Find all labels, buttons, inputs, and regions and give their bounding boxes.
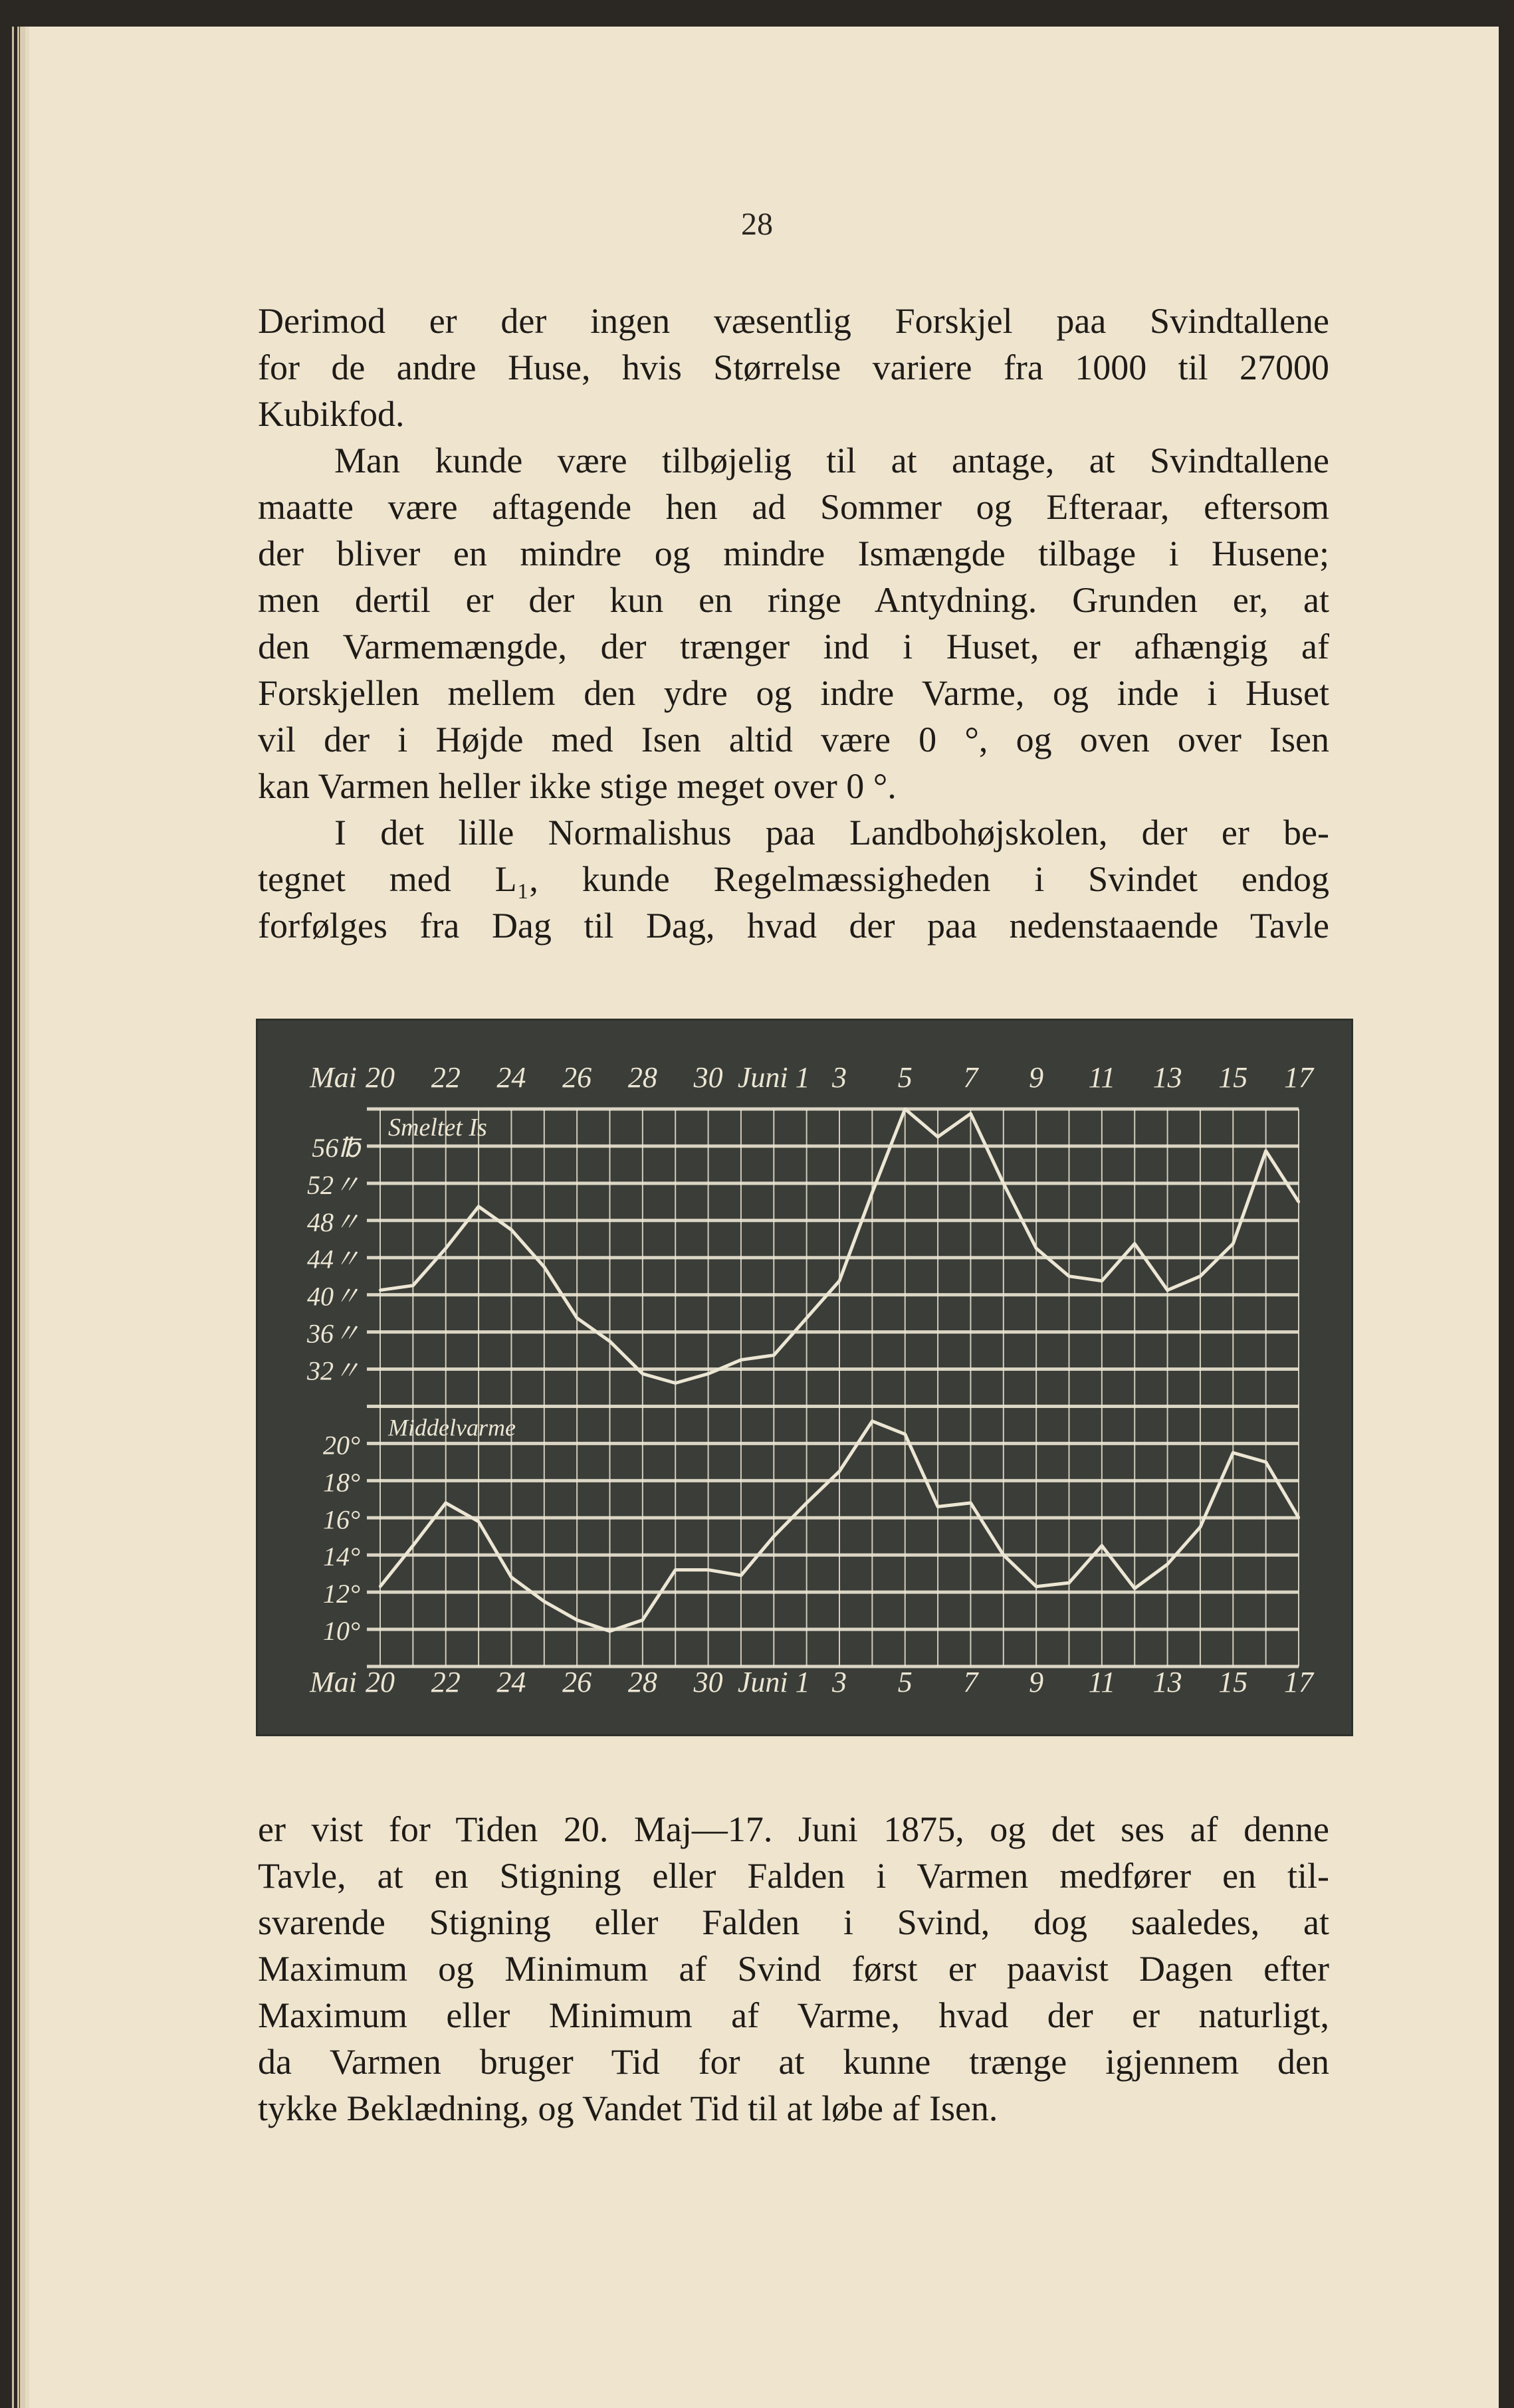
text-line: [258, 484, 1329, 530]
x-tick-label-bottom: 15: [1218, 1666, 1248, 1698]
text-line-content: der bliver en mindre og mindre Ismængde tilbage i Husene;: [258, 534, 1329, 573]
data-point-smeltet-is: [806, 1317, 808, 1320]
data-point-middelvarme: [904, 1433, 907, 1435]
y-tick-label-lower: 14°: [323, 1542, 360, 1572]
x-tick-label-bottom: 5: [897, 1666, 913, 1698]
data-point-middelvarme: [871, 1420, 873, 1423]
data-point-middelvarme: [838, 1470, 841, 1472]
data-point-smeltet-is: [707, 1373, 710, 1375]
data-point-middelvarme: [379, 1585, 381, 1588]
text-line-content: maatte være aftagende hen ad Sommer og Efteraar, eftersom: [258, 487, 1329, 527]
chart-panel: [258, 1021, 1351, 1734]
text-line-content: er vist for Tiden 20. Maj—17. Juni 1875, og det ses af denne: [258, 1809, 1329, 1849]
x-tick-label-bottom: 7: [963, 1666, 978, 1698]
data-point-smeltet-is: [1297, 1201, 1300, 1203]
data-point-smeltet-is: [936, 1136, 939, 1138]
data-point-smeltet-is: [740, 1359, 742, 1361]
text-line: [258, 391, 1329, 437]
data-point-middelvarme: [576, 1619, 578, 1621]
text-line-content: Man kunde være tilbøjelig til at antage, at Svindtallene: [334, 441, 1329, 480]
x-tick-label-top: 24: [496, 1061, 526, 1094]
text-line-content: Maximum og Minimum af Svind først er paavist Dagen efter: [258, 1949, 1329, 1989]
x-tick-label-bottom: 20: [366, 1666, 395, 1698]
text-line-content: tykke Beklædning, og Vandet Tid til at løbe af Isen.: [258, 2088, 998, 2128]
text-line-content: den Varmemængde, der trænger ind i Huset, er afhængig af: [258, 627, 1329, 666]
data-point-smeltet-is: [969, 1112, 972, 1115]
data-point-smeltet-is: [543, 1266, 546, 1268]
month-label-mai: Mai: [310, 1061, 357, 1094]
text-line-content: da Varmen bruger Tid for at kunne trænge igjennem den: [258, 2042, 1329, 2082]
x-tick-label-top: 20: [366, 1061, 395, 1094]
data-point-smeltet-is: [411, 1284, 414, 1287]
text-line-content: tegnet med L₁, kunde Regelmæssigheden i Svindet endog: [258, 859, 1329, 899]
data-point-smeltet-is: [609, 1340, 611, 1343]
data-point-middelvarme: [772, 1535, 775, 1538]
data-point-middelvarme: [1232, 1451, 1234, 1454]
data-point-middelvarme: [1133, 1587, 1136, 1590]
x-tick-label-top: 5: [897, 1061, 913, 1094]
paragraph-top: [258, 298, 1329, 949]
x-tick-label-bottom: 26: [562, 1666, 592, 1698]
data-point-middelvarme: [1101, 1544, 1103, 1547]
data-point-smeltet-is: [871, 1191, 873, 1194]
text-line-content: vil der i Højde med Isen altid være 0 °, og oven over Isen: [258, 720, 1329, 759]
data-point-smeltet-is: [510, 1229, 512, 1231]
data-point-middelvarme: [707, 1569, 710, 1571]
y-tick-label-upper: 48〃: [307, 1207, 360, 1237]
text-line-content: svarende Stigning eller Falden i Svind, dog saaledes, at: [258, 1902, 1329, 1942]
data-point-smeltet-is: [477, 1205, 480, 1208]
data-point-smeltet-is: [674, 1382, 677, 1385]
text-line: [258, 344, 1329, 391]
text-line: [258, 1992, 1329, 2039]
x-tick-label-top: 13: [1152, 1061, 1182, 1094]
y-tick-label-upper: 52〃: [307, 1169, 360, 1200]
text-line: [258, 670, 1329, 716]
x-tick-label-bottom: 22: [431, 1666, 461, 1698]
x-tick-label-top: 3: [832, 1061, 847, 1094]
text-line-content: Derimod er der ingen væsentlig Forskjel paa Svindtallene: [258, 301, 1329, 341]
text-line-content: I det lille Normalishus paa Landbohøjskolen, der er be-: [334, 813, 1329, 853]
text-line-content: forfølges fra Dag til Dag, hvad der paa nedenstaaende Tavle: [258, 906, 1329, 946]
month-label-mai: Mai: [310, 1666, 357, 1698]
text-line: [258, 1806, 1329, 1853]
text-line: [258, 716, 1329, 763]
data-point-middelvarme: [510, 1576, 512, 1579]
text-line: [258, 763, 1329, 809]
data-point-middelvarme: [1166, 1563, 1169, 1565]
text-line: [258, 1946, 1329, 1992]
chart-svg: [258, 1021, 1351, 1734]
data-point-smeltet-is: [1101, 1280, 1103, 1282]
data-point-smeltet-is: [1232, 1243, 1234, 1245]
text-line-content: kan Varmen heller ikke stige meget over 0 °.: [258, 766, 897, 806]
data-point-middelvarme: [477, 1520, 480, 1523]
x-tick-label-top: 28: [627, 1061, 657, 1094]
text-line-content: for de andre Huse, hvis Størrelse variere fra 1000 til 27000: [258, 348, 1329, 387]
x-tick-label-top: Juni 1: [737, 1061, 810, 1094]
text-line: [258, 1853, 1329, 1899]
data-point-middelvarme: [445, 1502, 447, 1504]
text-line-content: Forskjellen mellem den ydre og indre Varme, og inde i Huset: [258, 673, 1329, 713]
data-point-smeltet-is: [1199, 1275, 1202, 1278]
data-point-smeltet-is: [1002, 1182, 1005, 1185]
y-tick-label-upper: 56℔: [312, 1132, 360, 1163]
text-line: [258, 298, 1329, 344]
paragraph-bottom: [258, 1806, 1329, 2132]
page-number: 28: [741, 207, 773, 242]
data-point-smeltet-is: [1068, 1275, 1071, 1278]
text-line-content: Maximum eller Minimum af Varme, hvad der er naturligt,: [258, 1995, 1329, 2035]
x-tick-label-bottom: 11: [1088, 1666, 1116, 1698]
data-point-middelvarme: [740, 1574, 742, 1577]
y-tick-label-upper: 36〃: [307, 1318, 360, 1349]
x-tick-label-bottom: 28: [627, 1666, 657, 1698]
y-tick-label-lower: 10°: [323, 1616, 360, 1647]
x-tick-label-top: 26: [562, 1061, 592, 1094]
y-tick-label-lower: 12°: [323, 1579, 360, 1609]
y-tick-label-lower: 16°: [323, 1504, 360, 1535]
data-point-middelvarme: [1035, 1585, 1037, 1588]
text-line-content: Tavle, at en Stigning eller Falden i Varmen medfører en til-: [258, 1856, 1329, 1896]
x-tick-label-top: 17: [1284, 1061, 1313, 1094]
data-point-middelvarme: [1068, 1581, 1071, 1584]
y-tick-label-upper: 40〃: [307, 1281, 360, 1312]
text-line: [258, 809, 1329, 856]
x-tick-label-top: 9: [1029, 1061, 1044, 1094]
data-point-smeltet-is: [772, 1354, 775, 1357]
data-point-smeltet-is: [445, 1247, 447, 1250]
data-point-middelvarme: [806, 1502, 808, 1504]
data-point-middelvarme: [1199, 1526, 1202, 1528]
x-tick-label-top: 15: [1218, 1061, 1248, 1094]
y-tick-label-upper: 44〃: [307, 1244, 360, 1274]
text-line: [258, 577, 1329, 623]
data-point-smeltet-is: [576, 1317, 578, 1320]
x-tick-label-bottom: 17: [1284, 1666, 1313, 1698]
data-point-smeltet-is: [1265, 1150, 1267, 1152]
x-tick-label-bottom: 24: [496, 1666, 526, 1698]
data-point-smeltet-is: [379, 1289, 381, 1292]
data-point-middelvarme: [936, 1505, 939, 1508]
y-tick-label-lower: 20°: [323, 1430, 360, 1460]
data-point-middelvarme: [641, 1619, 644, 1621]
x-tick-label-top: 7: [963, 1061, 978, 1094]
x-tick-label-top: 11: [1088, 1061, 1116, 1094]
data-point-middelvarme: [674, 1569, 677, 1571]
x-tick-label-bottom: 30: [693, 1666, 723, 1698]
x-tick-label-bottom: 9: [1029, 1666, 1044, 1698]
x-tick-label-top: 22: [431, 1061, 461, 1094]
x-tick-label-bottom: 3: [832, 1666, 847, 1698]
data-point-smeltet-is: [904, 1108, 907, 1110]
text-line: [258, 902, 1329, 949]
text-line: [258, 437, 1329, 484]
data-point-smeltet-is: [1166, 1289, 1169, 1292]
text-line-content: men dertil er der kun en ringe Antydning. Grunden er, at: [258, 580, 1329, 620]
data-point-middelvarme: [411, 1544, 414, 1547]
data-point-middelvarme: [609, 1630, 611, 1633]
legend-smeltet-is: Smeltet Is: [388, 1114, 487, 1142]
x-tick-label-top: 30: [693, 1061, 723, 1094]
text-line: [258, 1899, 1329, 1946]
text-line: [258, 623, 1329, 670]
data-point-smeltet-is: [1133, 1243, 1136, 1245]
y-tick-label-upper: 32〃: [307, 1355, 360, 1386]
page-edge: [12, 27, 14, 2408]
text-line: [258, 856, 1329, 902]
x-tick-label-bottom: 13: [1152, 1666, 1182, 1698]
page-edge: [17, 27, 19, 2408]
data-point-middelvarme: [1002, 1554, 1005, 1556]
y-tick-label-lower: 18°: [323, 1467, 360, 1498]
data-point-middelvarme: [1265, 1460, 1267, 1463]
text-line: [258, 530, 1329, 577]
text-line-content: Kubikfod.: [258, 394, 405, 434]
data-point-middelvarme: [543, 1600, 546, 1603]
data-point-middelvarme: [1297, 1516, 1300, 1519]
data-point-smeltet-is: [641, 1373, 644, 1375]
data-point-smeltet-is: [838, 1280, 841, 1282]
text-line: [258, 2039, 1329, 2085]
x-tick-label-bottom: Juni 1: [737, 1666, 810, 1698]
text-line: [258, 2085, 1329, 2132]
legend-middelvarme: Middelvarme: [388, 1414, 516, 1441]
data-point-smeltet-is: [1035, 1247, 1037, 1250]
data-point-middelvarme: [969, 1502, 972, 1504]
